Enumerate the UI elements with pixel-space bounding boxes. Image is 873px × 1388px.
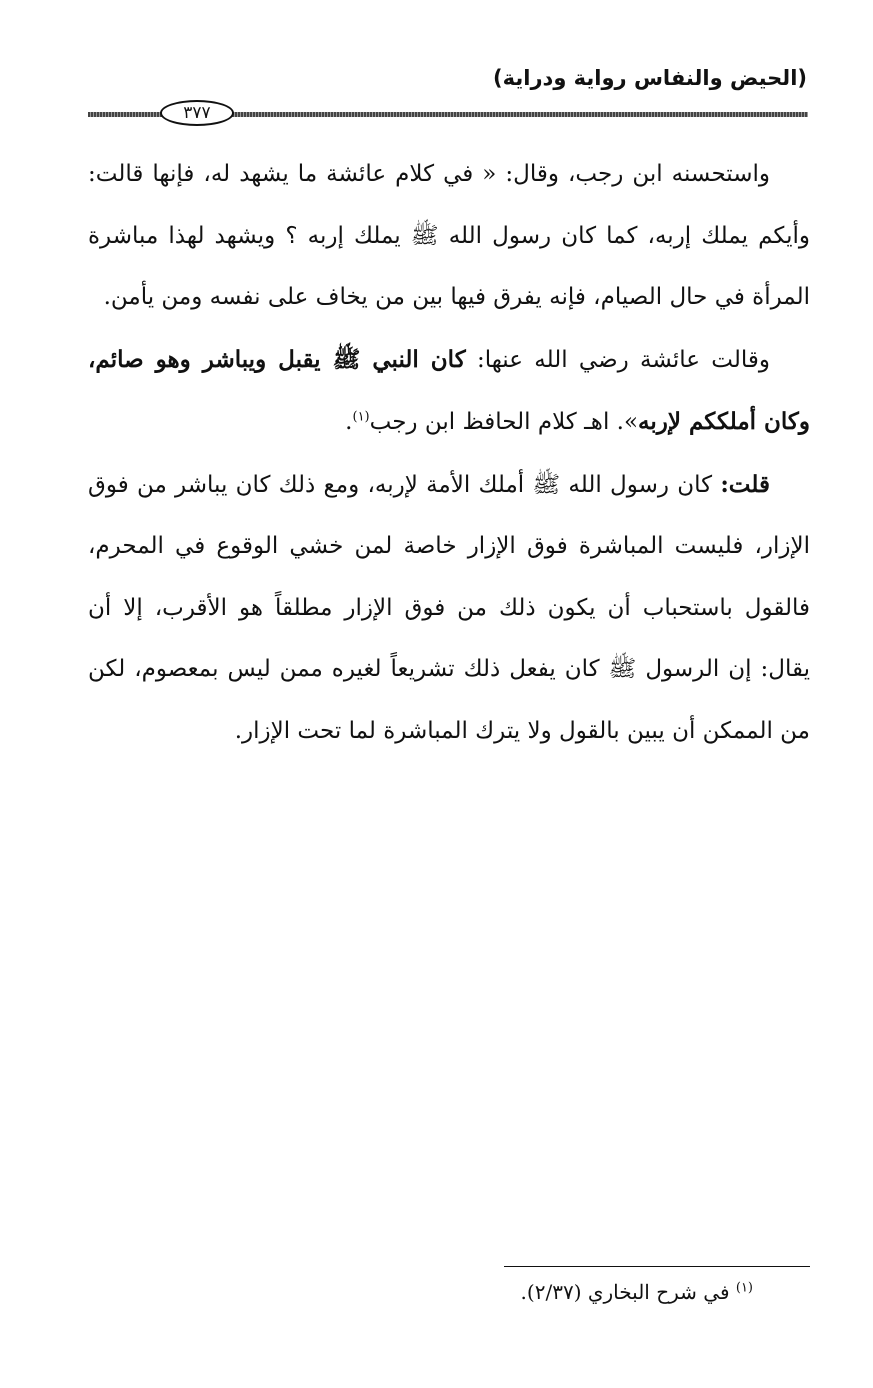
paragraph-3	[88, 454, 810, 763]
header-rule	[88, 98, 808, 124]
running-head-title: (الحيض والنفاس رواية ودراية)	[493, 66, 807, 90]
paragraph-1	[88, 144, 810, 329]
footnote-ref-1: (١)	[352, 409, 370, 425]
main-text	[88, 144, 810, 762]
page-number: ٣٧٧	[160, 100, 234, 126]
paragraph-2-text-b: ». اهـ كلام الحافظ ابن رجب	[369, 409, 639, 435]
footnote-1-marker: (١)	[735, 1280, 753, 1296]
footnote-1-text: في شرح البخاري (٢/٣٧).	[520, 1280, 736, 1304]
paragraph-3-text: كان رسول الله ﷺ أملك الأمة لإربه، ومع ذلك كان يباشر من فوق الإزار، فليست المباشرة فوق الإزار خاصة لمن خشي الوقوع في المحرم، فالقول باستحباب أن يكون ذلك من فوق الإزار مطلقاً هو الأقرب، إلا أن يقال: إن الرسول ﷺ كان يفعل ذلك تشريعاً لغيره ممن ليس بمعصوم، لكن من الممكن أن يبين بالقول ولا يترك المباشرة لما تحت الإزار.	[88, 471, 810, 744]
paragraph-3-lead-bold: قلت:	[720, 470, 770, 498]
paragraph-2-text-a: وقالت عائشة رضي الله عنها:	[465, 346, 770, 373]
paragraph-2-text-c: .	[345, 409, 353, 435]
paragraph-2-hadith-bold: كان النبي ﷺ يقبل ويباشر وهو صائم، وكان أملككم لإربه	[88, 345, 810, 435]
paragraph-2	[88, 329, 810, 454]
paragraph-1-text: واستحسنه ابن رجب، وقال: « في كلام عائشة ما يشهد له، فإنها قالت: وأيكم يملك إربه، كما كان رسول الله ﷺ يملك إربه ؟ ويشهد لهذا مباشرة المرأة في حال الصيام، فإنه يفرق فيها بين من يخاف على نفسه ومن يأمن.	[88, 161, 811, 310]
footnote-separator	[504, 1266, 810, 1267]
footnote-1	[521, 1280, 753, 1304]
